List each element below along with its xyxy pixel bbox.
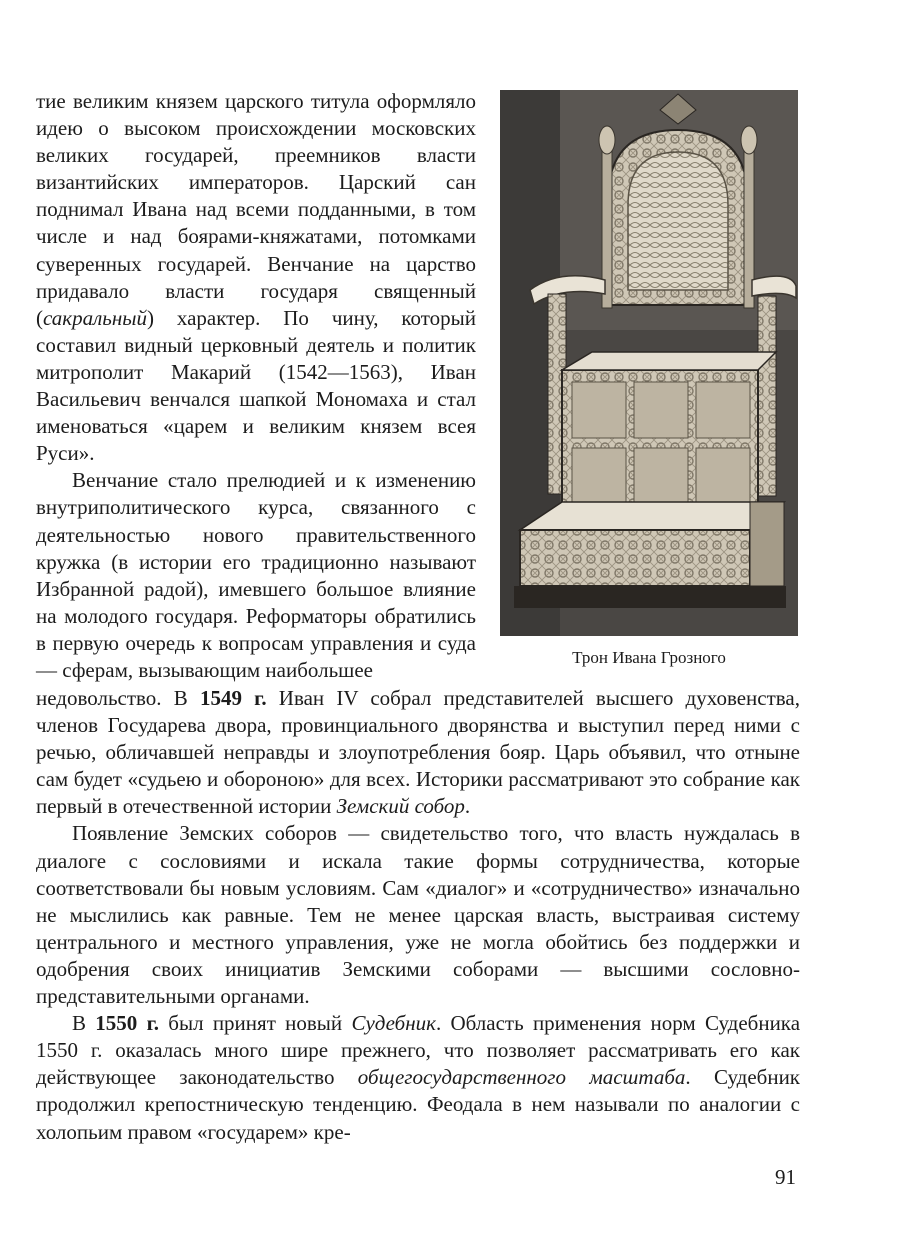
text-run: Иван IV собрал представителей высшего духовенства, членов Государева двора, провинциального дворянства и выступил перед ними с речью, обличавшей неправды и злоупотребления бояр. Царь объявил, что отныне сам будет «судьею и обороною» для всех. Историки рассматривают это собрание как первый в отечественной истории [36,686,801,819]
text-run: . [464,794,471,819]
paragraph [36,1010,800,1145]
bold-date: 1550 г. [95,1011,159,1036]
paragraph [36,88,476,467]
column-text [36,88,476,684]
page-number: 91 [775,1165,796,1189]
italic-term: Земский собор [336,794,465,819]
text-run: ) характер. По чину, который составил видный церковный деятель и политик митрополит Макарий (1542—1563), Иван Васильевич венчался шапкой Мономаха и стал именоваться «царем и великим князем всея Руси». [36,305,476,466]
throne-image [500,90,798,636]
text-run: . Область применения норм Судебника 1550 г. оказалась много шире прежнего, что позволяет рассматривать его как действующее законодательство [36,1011,801,1090]
text-run: . Судебник продолжил крепостническую тенденцию. Феодала в нем называли по аналогии с холопьим правом «государем» кре- [36,1065,801,1144]
text-run: Венчание стало прелюдией и к изменению внутриполитического курса, связанного с деятельностью нового правительственного кружка (в истории его традиционно называют Избранной радой), имевшего большое влияние на молодого государя. Реформаторы обратились в первую очередь к вопросам управления и суда — сферам, вызывающим наибольшее [36,468,476,682]
text-run: В [72,1011,96,1036]
text-run: тие великим князем царского титула оформляло идею о высоком происхождении московских великих государей, преемников власти византийских императоров. Царский сан поднимал Ивана над всеми подданными, в том числе и над боярами-княжатами, потомками суверенных государей. Венчание на царство придавало власти государя священный ( [36,89,476,330]
bold-date: 1549 г. [199,686,267,710]
italic-term: сакральный [43,305,147,330]
text-run: был принят новый [159,1011,352,1036]
text-run: недовольство. В [36,686,200,710]
paragraph [36,820,800,1010]
text-run: Появление Земских соборов — свидетельство того, что власть нуждалась в диалоге с сословиями и искала такие формы сотрудничества, которые соответствовали бы новым условиям. Сам «диалог» и «сотрудничество» изначально не мыслились как равные. Тем не менее царская власть, выстраивая систему центрального и местного управления, уже не могла обойтись без поддержки и одобрения своих инициатив Земскими соборами — высшими сословно-представительными органами. [36,821,800,1009]
italic-term: общегосударственного масштаба [357,1065,686,1090]
main-text [36,685,800,1146]
paragraph [36,685,800,820]
throne-photo [500,90,798,636]
photo-caption: Трон Ивана Грозного [572,648,726,667]
paragraph [36,467,476,684]
italic-term: Судебник [351,1011,436,1036]
